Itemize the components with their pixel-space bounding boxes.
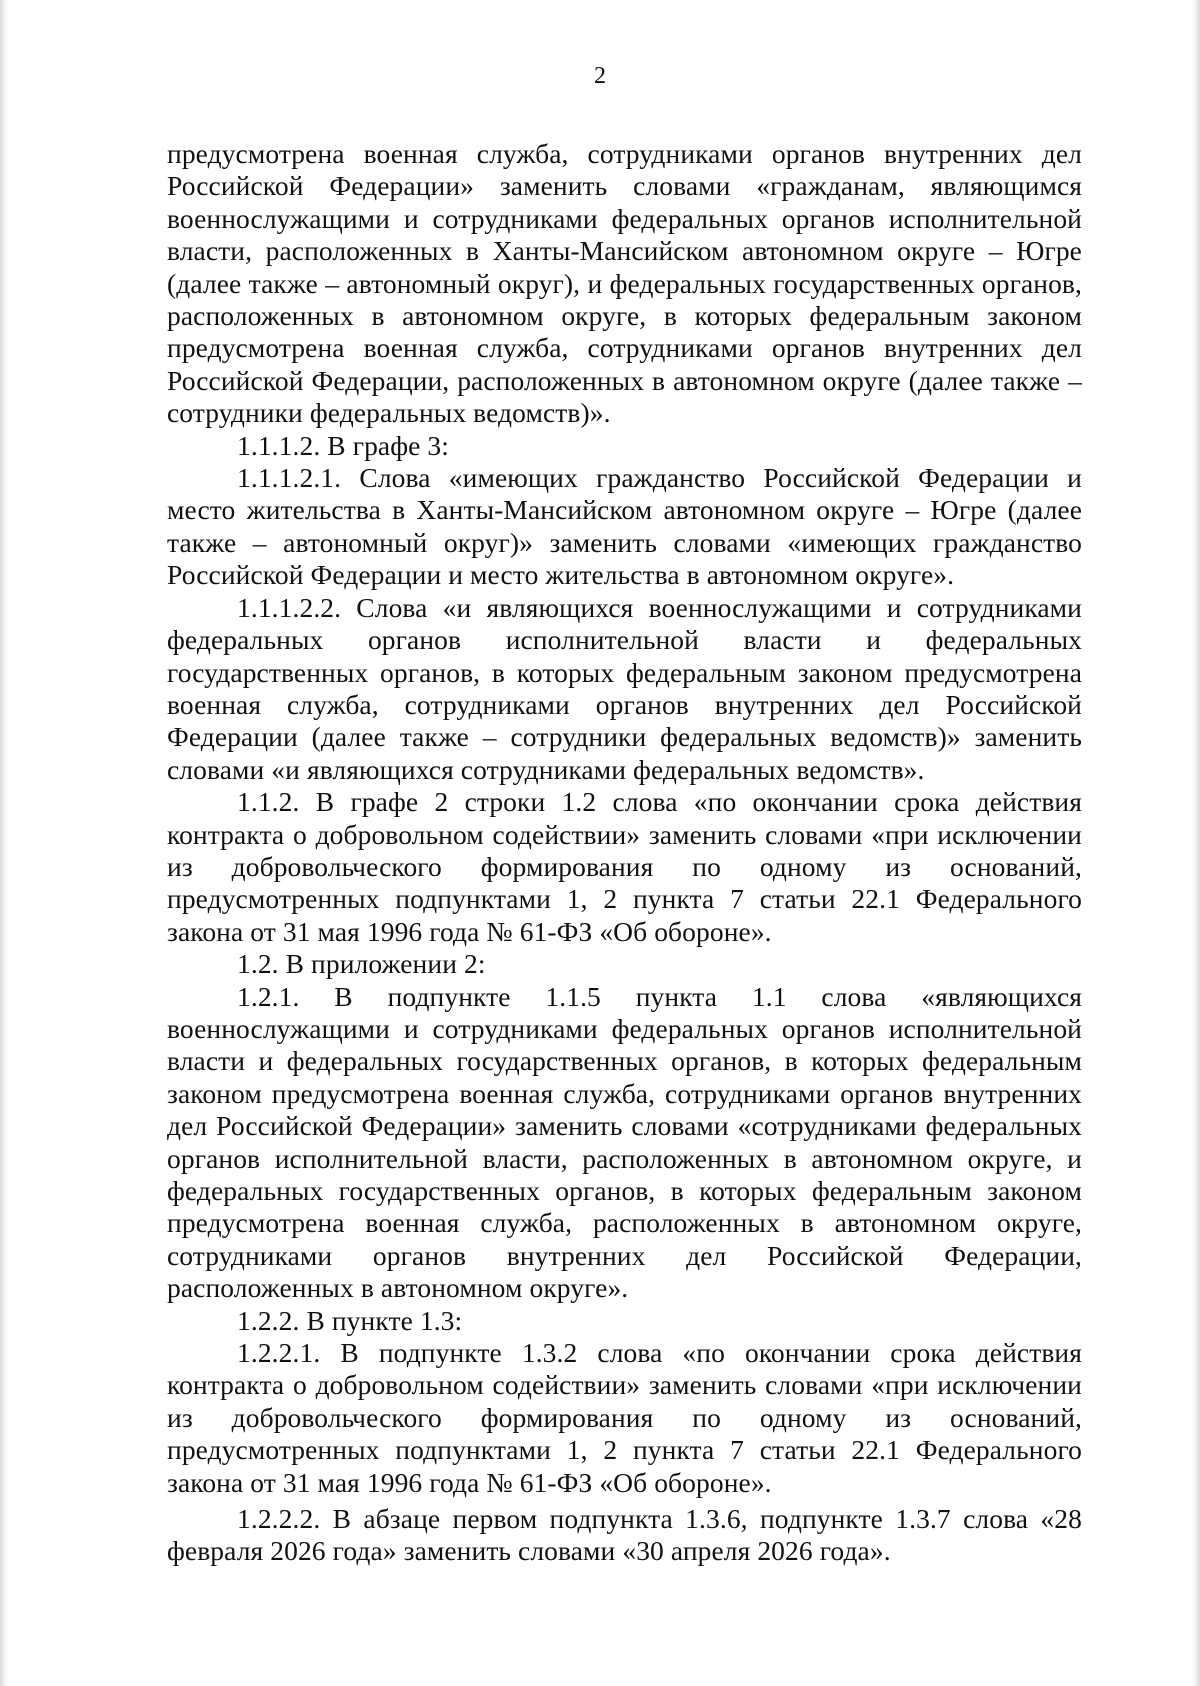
paragraph-1-2-2-2: 1.2.2.2. В абзаце первом подпункта 1.3.6, подпункте 1.3.7 слова «28 февраля 2026 года» заменить словами «30 апреля 2026 года». bbox=[167, 1503, 1082, 1567]
scan-edge-right bbox=[1192, 0, 1200, 1686]
paragraph-1-2-1: 1.2.1. В подпункте 1.1.5 пункта 1.1 слова «являющихся военнослужащими и сотрудниками федеральных органов исполнительной власти и федеральных государственных органов, в которых федеральным законом предусмотрена военная служба, сотрудниками органов внутренних дел Российской Федерации» заменить словами «сотрудниками федеральных органов исполнительной власти, расположенных в автономном округе, и федеральных государственных органов, в которых федеральным законом предусмотрена военная служба, расположенных в автономном округе, сотрудниками органов внутренних дел Российской Федерации, расположенных в автономном округе». bbox=[167, 980, 1082, 1304]
paragraph-continuation: предусмотрена военная служба, сотрудниками органов внутренних дел Российской Федерации» заменить словами «гражданам, являющимся военнослужащими и сотрудниками федеральных органов исполнительной власти, расположенных в Ханты-Мансийском автономном округе – Югре (далее также – автономный округ), и федеральных государственных органов, расположенных в автономном округе, в которых федеральным законом предусмотрена военная служба, сотрудниками органов внутренних дел Российской Федерации, расположенных в автономном округе (далее также – сотрудники федеральных ведомств)». bbox=[167, 138, 1082, 429]
paragraph-1-1-2: 1.1.2. В графе 2 строки 1.2 слова «по окончании срока действия контракта о добровольном содействии» заменить словами «при исключении из добровольческого формирования по одному из оснований, предусмотренных подпунктами 1, 2 пункта 7 статьи 22.1 Федерального закона от 31 мая 1996 года № 61-ФЗ «Об обороне». bbox=[167, 786, 1082, 947]
paragraph-1-1-1-2-2: 1.1.1.2.2. Слова «и являющихся военнослужащими и сотрудниками федеральных органов исполнительной власти и федеральных государственных органов, в которых федеральным законом предусмотрена военная служба, сотрудниками органов внутренних дел Российской Федерации (далее также – сотрудники федеральных ведомств)» заменить словами «и являющихся сотрудниками федеральных ведомств». bbox=[167, 591, 1082, 785]
paragraph-1-2-2-1: 1.2.2.1. В подпункте 1.3.2 слова «по окончании срока действия контракта о добровольном содействии» заменить словами «при исключении из добровольческого формирования по одному из оснований, предусмотренных подпунктами 1, 2 пункта 7 статьи 22.1 Федерального закона от 31 мая 1996 года № 61-ФЗ «Об обороне». bbox=[167, 1337, 1082, 1498]
paragraph-1-2-2: 1.2.2. В пункте 1.3: bbox=[237, 1304, 463, 1336]
scan-edge-left bbox=[0, 0, 8, 1686]
document-body bbox=[167, 138, 1082, 1568]
paragraph-1-2: 1.2. В приложении 2: bbox=[237, 948, 486, 980]
page-number: 2 bbox=[594, 63, 606, 89]
paragraph-1-1-1-2-1: 1.1.1.2.1. Слова «имеющих гражданство Российской Федерации и место жительства в Ханты-Мансийском автономном округе – Югре (далее также – автономный округ)» заменить словами «имеющих гражданство Российской Федерации и место жительства в автономном округе». bbox=[167, 462, 1082, 591]
paragraph-1-1-1-2: 1.1.1.2. В графе 3: bbox=[237, 429, 450, 461]
